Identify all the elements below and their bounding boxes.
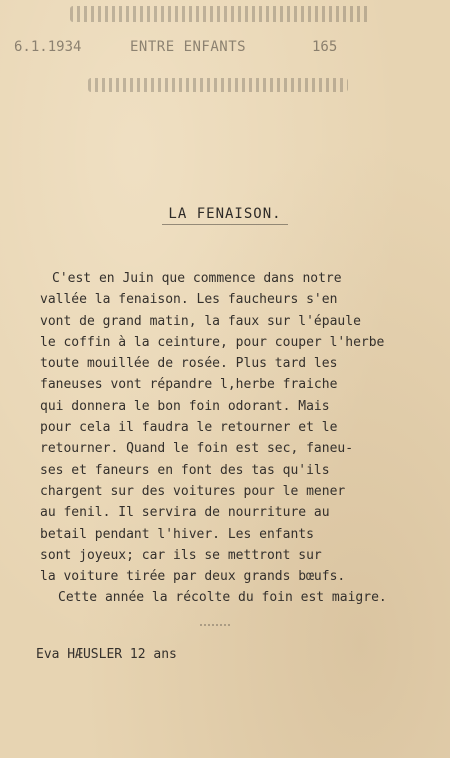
- body-line: la voiture tirée par deux grands bœufs.: [40, 569, 346, 585]
- body-line: pour cela il faudra le retourner et le: [40, 420, 338, 436]
- body-line: vont de grand matin, la faux sur l'épaule: [40, 313, 361, 329]
- author-signature: Eva HÆUSLER 12 ans: [36, 647, 177, 662]
- header-page-number: 165: [312, 39, 338, 55]
- body-line: chargent sur des voitures pour le mener: [40, 483, 346, 499]
- body-line: qui donnera le bon foin odorant. Mais: [40, 398, 330, 414]
- body-line: faneuses vont répandre l,herbe fraiche: [40, 377, 338, 393]
- body-line: Cette année la récolte du foin est maigre.: [58, 590, 387, 606]
- separator-mark: [200, 624, 230, 626]
- article-body: [40, 268, 390, 609]
- body-line: sont joyeux; car ils se mettront sur: [40, 547, 322, 563]
- body-line: ses et faneurs en font des tas qu'ils: [40, 462, 330, 478]
- article-title-text: LA FENAISON.: [162, 206, 287, 225]
- header-title: ENTRE ENFANTS: [130, 39, 247, 55]
- body-line: betail pendant l'hiver. Les enfants: [40, 526, 314, 542]
- page-header: [14, 39, 384, 59]
- body-line: au fenil. Il servira de nourriture au: [40, 505, 330, 521]
- body-line: vallée la fenaison. Les faucheurs s'en: [40, 292, 338, 308]
- header-ornament-top: [70, 6, 370, 22]
- body-line: toute mouillée de rosée. Plus tard les: [40, 356, 338, 372]
- header-date: 6.1.1934: [14, 39, 82, 55]
- header-ornament-bottom: [88, 78, 348, 92]
- body-line: retourner. Quand le foin est sec, faneu-: [40, 441, 354, 457]
- body-line: C'est en Juin que commence dans notre: [52, 271, 342, 286]
- article-title: [0, 206, 450, 222]
- body-line: le coffin à la ceinture, pour couper l'herbe: [40, 334, 385, 350]
